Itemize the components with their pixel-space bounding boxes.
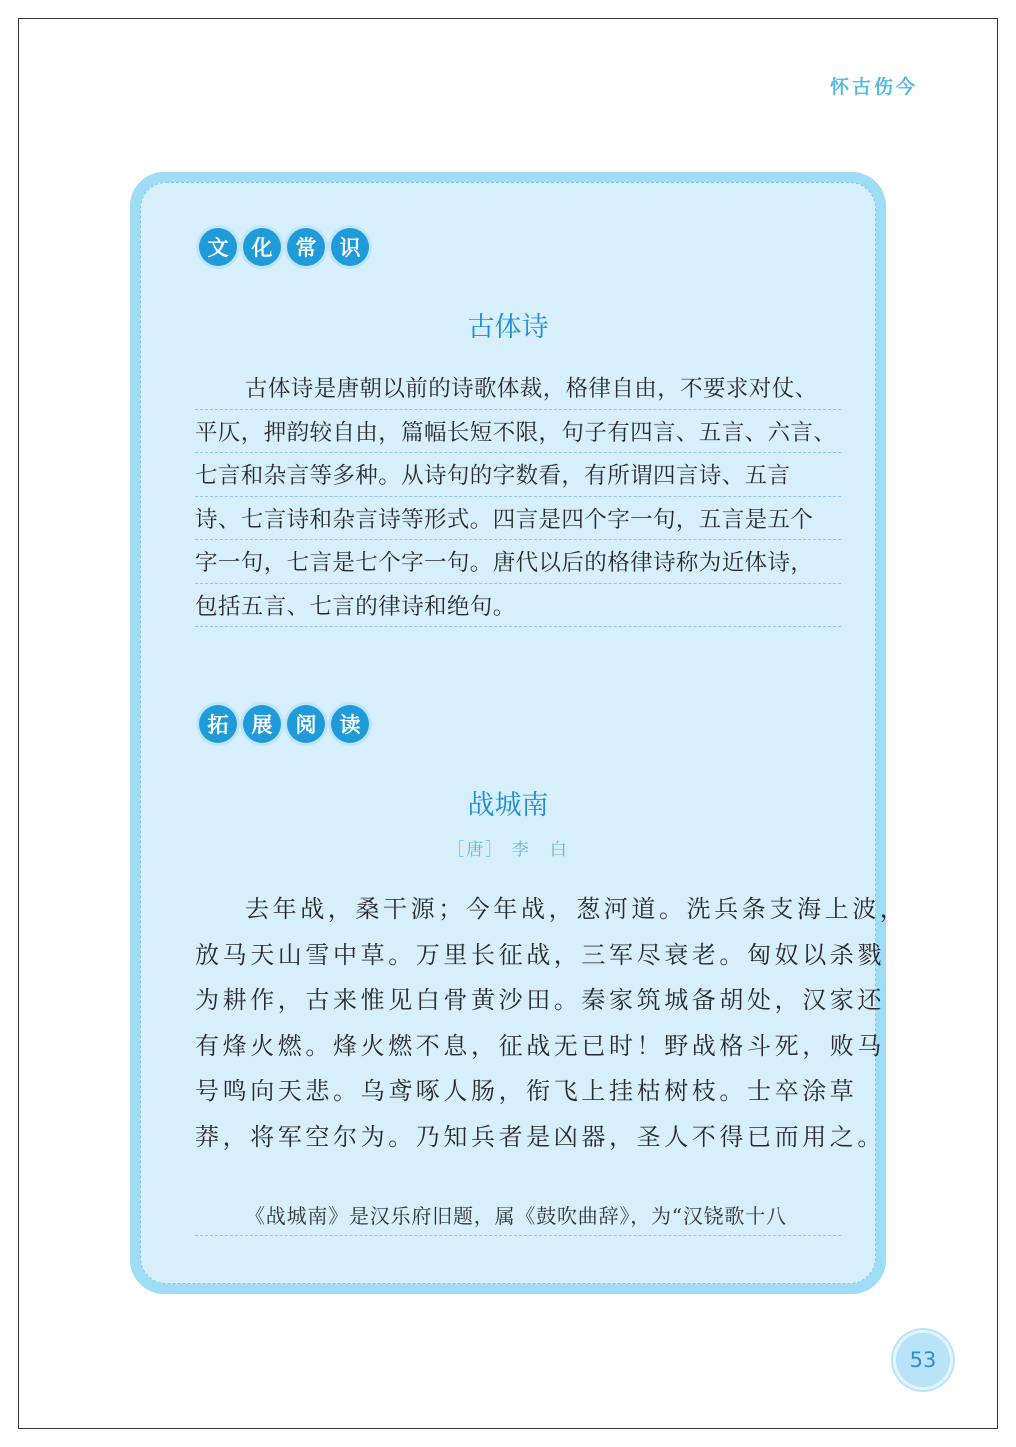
poem-line: 号鸣向天悲。乌鸢啄人肠，衔飞上挂枯树枝。士卒涂草: [195, 1077, 858, 1105]
culture-badge-row: [199, 228, 369, 266]
culture-line: 七言和杂言等多种。从诗句的字数看，有所谓四言诗、五言: [195, 453, 841, 497]
poem-note: [195, 1196, 841, 1236]
culture-line: 包括五言、七言的律诗和绝句。: [195, 584, 841, 628]
running-head: 怀古伤今: [829, 76, 918, 98]
culture-text: [195, 366, 841, 627]
culture-line: 字一句，七言是七个字一句。唐代以后的格律诗称为近体诗，: [195, 540, 841, 584]
poem-dynasty: ［唐］: [447, 840, 505, 860]
poem-text: [195, 887, 908, 1160]
badge-char: 识: [331, 228, 369, 266]
badge-char: 拓: [199, 705, 237, 743]
poem-line: 有烽火燃。烽火燃不息，征战无已时！野战格斗死，败马: [195, 1031, 885, 1060]
poem-title: 战城南: [467, 790, 549, 821]
culture-line: 诗、七言诗和杂言诗等形式。四言是四个字一句，五言是五个: [195, 497, 841, 541]
content-panel: [130, 172, 908, 1294]
badge-char: 化: [243, 228, 281, 266]
poem-line: 莽，将军空尔为。乃知兵者是凶器，圣人不得已而用之。: [195, 1122, 885, 1151]
poem-line: 放马天山雪中草。万里长征战，三军尽衰老。匈奴以杀戮: [195, 940, 885, 969]
page-number: 53: [896, 1333, 950, 1387]
content-panel-inner: [140, 182, 908, 1284]
poem-author: 李 白: [511, 840, 569, 860]
badge-char: 读: [331, 705, 369, 743]
reading-badge-row: [199, 705, 369, 743]
poem-author-line: [141, 835, 875, 860]
badge-char: 阅: [287, 705, 325, 743]
culture-title: 古体诗: [467, 312, 549, 343]
culture-line: 古体诗是唐朝以前的诗歌体裁，格律自由，不要求对仗、: [195, 366, 841, 410]
poem-line: 去年战，桑干源；今年战，葱河道。洗兵条支海上波，: [245, 895, 908, 923]
poem-note-line: 《战城南》是汉乐府旧题，属《鼓吹曲辞》，为“汉铙歌十八: [195, 1196, 841, 1236]
culture-line: 平仄，押韵较自由，篇幅长短不限，句子有四言、五言、六言、: [195, 410, 841, 454]
poem-line: 为耕作，古来惟见白骨黄沙田。秦家筑城备胡处，汉家还: [195, 986, 885, 1014]
badge-char: 文: [199, 228, 237, 266]
badge-char: 常: [287, 228, 325, 266]
badge-char: 展: [243, 705, 281, 743]
